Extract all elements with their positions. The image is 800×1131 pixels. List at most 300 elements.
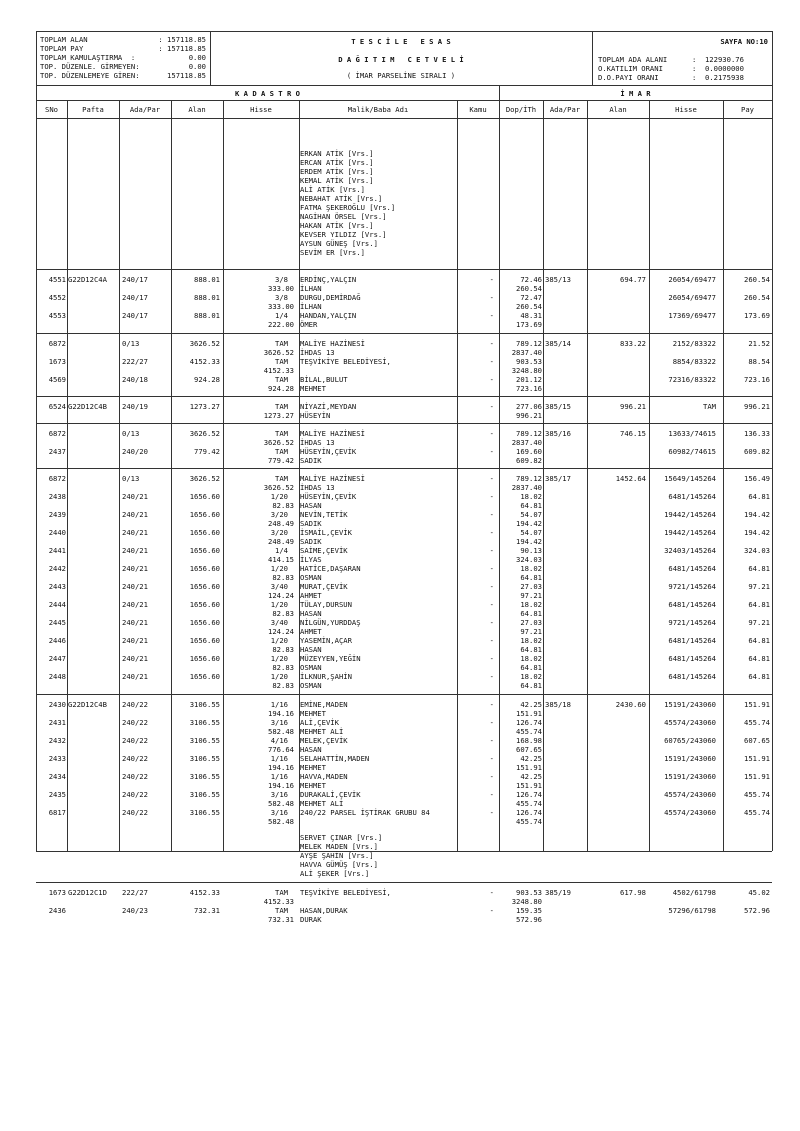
header-right-label: O.KATILIM ORANI <box>598 64 663 73</box>
owner-cell: ALİ,ÇEVİK <box>300 718 339 727</box>
owner-cell: MEHMET <box>300 384 326 393</box>
pay-cell: 996.21 <box>744 402 770 411</box>
imar-hisse-cell: 45574/243060 <box>664 718 716 727</box>
pay-cell: 88.54 <box>748 357 770 366</box>
header-left-label: TOPLAM KAMULAŞTIRMA : <box>40 53 136 62</box>
dop-cell: 64.81 <box>520 681 542 690</box>
ada-parsel-cell: 240/22 <box>122 772 148 781</box>
dop-cell: 572.96 <box>516 915 542 924</box>
page-number: SAYFA NO:10 <box>720 37 768 46</box>
alan-cell: 4152.33 <box>189 357 220 366</box>
hisse-cell: 222.00 <box>268 320 294 329</box>
hisse-cell: 1/16 <box>270 700 288 709</box>
hisse-cell: TAM <box>275 339 288 348</box>
hisse-cell: 4152.33 <box>263 897 294 906</box>
group-separator <box>36 423 772 424</box>
alan-cell: 1656.60 <box>189 528 220 537</box>
column-header: Dop/İTh <box>505 105 537 114</box>
kamu-cell: - <box>489 736 494 745</box>
alan-cell: 3626.52 <box>189 474 220 483</box>
kamu-cell: - <box>489 582 494 591</box>
header-left-label: TOP. DÜZENLE. GİRMEYEN: <box>40 62 140 71</box>
hisse-cell: 1273.27 <box>263 411 294 420</box>
hisse-cell: TAM <box>275 429 288 438</box>
pafta-cell: G22D12C1D <box>68 888 107 897</box>
imar-hisse-cell: 6481/145264 <box>668 492 716 501</box>
kamu-cell: - <box>489 528 494 537</box>
left-border <box>36 31 37 851</box>
dop-cell: 64.81 <box>520 501 542 510</box>
sno-cell: 2431 <box>48 718 66 727</box>
hisse-cell: 3/16 <box>270 718 288 727</box>
alan-cell: 924.28 <box>194 375 220 384</box>
alan-cell: 3626.52 <box>189 339 220 348</box>
owner-cell: AYSUN GÜNEŞ [Vrs.] <box>300 239 378 248</box>
ada-parsel-cell: 240/19 <box>122 402 148 411</box>
header-left-label: TOPLAM ALAN <box>40 35 88 44</box>
doc-subtitle: D A Ğ I T I M C E T V E L İ <box>338 55 464 64</box>
dop-cell: 126.74 <box>516 790 542 799</box>
owner-cell: KEVSER YILDIZ [Vrs.] <box>300 230 387 239</box>
dop-cell: 903.53 <box>516 888 542 897</box>
dop-cell: 2837.40 <box>511 348 542 357</box>
pay-cell: 455.74 <box>744 718 770 727</box>
pay-cell: 64.81 <box>748 564 770 573</box>
pay-cell: 455.74 <box>744 808 770 817</box>
hisse-cell: 924.28 <box>268 384 294 393</box>
imar-hisse-cell: 6481/145264 <box>668 636 716 645</box>
imar-hisse-cell: 26054/69477 <box>668 293 716 302</box>
ada-parsel-cell: 240/22 <box>122 700 148 709</box>
owner-cell: NİYAZİ,MEYDAN <box>300 402 357 411</box>
section-rule <box>36 100 772 101</box>
ada-parsel-cell: 240/21 <box>122 510 148 519</box>
hisse-cell: 3/40 <box>270 618 288 627</box>
owner-cell: İLHAN <box>300 302 322 311</box>
imar-alan-cell: 746.15 <box>620 429 646 438</box>
owner-cell: ALİ ATİK [Vrs.] <box>300 185 365 194</box>
alan-cell: 3106.55 <box>189 700 220 709</box>
owner-cell: HASAN <box>300 609 322 618</box>
owner-cell: AYŞE ŞAHİN [Vrs.] <box>300 851 374 860</box>
owner-cell: MALİYE HAZİNESİ <box>300 429 365 438</box>
dop-cell: 18.02 <box>520 636 542 645</box>
dop-cell: 72.47 <box>520 293 542 302</box>
sno-cell: 2446 <box>48 636 66 645</box>
column-header: Hisse <box>675 105 697 114</box>
hisse-cell: 3626.52 <box>263 438 294 447</box>
dop-cell: 723.16 <box>516 384 542 393</box>
owner-cell: ALİ ŞEKER [Vrs.] <box>300 869 370 878</box>
column-header: Hisse <box>250 105 272 114</box>
section-split-rule <box>499 85 500 100</box>
hisse-cell: 3/16 <box>270 808 288 817</box>
ada-parsel-cell: 240/21 <box>122 672 148 681</box>
dop-cell: 18.02 <box>520 672 542 681</box>
owner-cell: AHMET <box>300 591 322 600</box>
hisse-cell: 3/8 <box>275 275 288 284</box>
dop-cell: 54.07 <box>520 510 542 519</box>
pay-cell: 21.52 <box>748 339 770 348</box>
header-right-label: D.O.PAYI ORANI <box>598 73 659 82</box>
owner-cell: SADIK <box>300 519 322 528</box>
dop-cell: 789.12 <box>516 474 542 483</box>
sno-cell: 1673 <box>48 357 66 366</box>
ada-parsel-cell: 222/27 <box>122 888 148 897</box>
hisse-cell: 333.00 <box>268 302 294 311</box>
hisse-cell: 3626.52 <box>263 348 294 357</box>
imar-hisse-cell: 15649/145264 <box>664 474 716 483</box>
owner-cell: İLHAN <box>300 284 322 293</box>
header-left-label: TOP. DÜZENLEMEYE GİREN: <box>40 71 140 80</box>
pay-cell: 194.42 <box>744 510 770 519</box>
hisse-cell: 1/20 <box>270 672 288 681</box>
ada-parsel-cell: 240/21 <box>122 546 148 555</box>
column-header-rule <box>36 118 772 119</box>
hisse-cell: 333.00 <box>268 284 294 293</box>
owner-cell: MALİYE HAZİNESİ <box>300 339 365 348</box>
imar-hisse-cell: 15191/243060 <box>664 772 716 781</box>
owner-cell: FATMA ŞEKEROĞLU [Vrs.] <box>300 203 396 212</box>
alan-cell: 3106.55 <box>189 718 220 727</box>
pay-cell: 455.74 <box>744 790 770 799</box>
dop-cell: 789.12 <box>516 339 542 348</box>
sno-cell: 2436 <box>48 906 66 915</box>
dop-cell: 48.31 <box>520 311 542 320</box>
owner-cell: NAGİHAN ÖRSEL [Vrs.] <box>300 212 387 221</box>
ada-parsel-cell: 240/21 <box>122 582 148 591</box>
sno-cell: 2445 <box>48 618 66 627</box>
hisse-cell: 194.16 <box>268 709 294 718</box>
imar-alan-cell: 2430.60 <box>615 700 646 709</box>
owner-cell: HAVVA,MADEN <box>300 772 348 781</box>
owner-cell: HANDAN,YALÇIN <box>300 311 357 320</box>
owner-cell: MALİYE HAZİNESİ <box>300 474 365 483</box>
imar-hisse-cell: 9721/145264 <box>668 618 716 627</box>
pay-cell: 151.91 <box>744 772 770 781</box>
dop-cell: 3248.80 <box>511 366 542 375</box>
hisse-cell: 732.31 <box>268 915 294 924</box>
dop-cell: 194.42 <box>516 537 542 546</box>
sno-cell: 6872 <box>48 339 66 348</box>
imar-hisse-cell: TAM <box>703 402 716 411</box>
ada-parsel-cell: 240/22 <box>122 718 148 727</box>
owner-cell: HAVVA GÜMÜŞ [Vrs.] <box>300 860 378 869</box>
owner-cell: HÜSEYİN <box>300 411 331 420</box>
owner-cell: OSMAN <box>300 663 322 672</box>
dop-cell: 996.21 <box>516 411 542 420</box>
dop-cell: 607.65 <box>516 745 542 754</box>
alan-cell: 3106.55 <box>189 754 220 763</box>
dop-cell: 42.25 <box>520 754 542 763</box>
kamu-cell: - <box>489 311 494 320</box>
dop-cell: 3248.80 <box>511 897 542 906</box>
hisse-cell: 3/20 <box>270 528 288 537</box>
alan-cell: 1656.60 <box>189 564 220 573</box>
alan-cell: 1656.60 <box>189 672 220 681</box>
imar-alan-cell: 1452.64 <box>615 474 646 483</box>
owner-cell: HÜSEYİN,ÇEVİK <box>300 492 357 501</box>
dop-cell: 455.74 <box>516 727 542 736</box>
dop-cell: 151.91 <box>516 763 542 772</box>
sno-cell: 4553 <box>48 311 66 320</box>
imar-hisse-cell: 13633/74615 <box>668 429 716 438</box>
alan-cell: 779.42 <box>194 447 220 456</box>
pay-cell: 45.02 <box>748 888 770 897</box>
sno-cell: 2448 <box>48 672 66 681</box>
alan-cell: 3106.55 <box>189 772 220 781</box>
imar-hisse-cell: 19442/145264 <box>664 510 716 519</box>
dop-cell: 18.02 <box>520 492 542 501</box>
header-right-value: : 122930.76 <box>692 55 744 64</box>
owner-cell: MELEK,ÇEVİK <box>300 736 348 745</box>
pay-cell: 151.91 <box>744 700 770 709</box>
hisse-cell: 1/20 <box>270 654 288 663</box>
alan-cell: 3106.55 <box>189 736 220 745</box>
dop-cell: 42.25 <box>520 772 542 781</box>
kamu-cell: - <box>489 888 494 897</box>
owner-cell: YASEMİN,AÇAR <box>300 636 352 645</box>
hisse-cell: 194.16 <box>268 763 294 772</box>
kamu-cell: - <box>489 447 494 456</box>
alan-cell: 1656.60 <box>189 600 220 609</box>
column-rule <box>119 100 120 851</box>
dop-cell: 72.46 <box>520 275 542 284</box>
alan-cell: 1656.60 <box>189 636 220 645</box>
group-separator <box>36 333 772 334</box>
column-header: Ada/Par <box>549 105 581 114</box>
owner-cell: ÖMER <box>300 320 318 329</box>
kamu-cell: - <box>489 618 494 627</box>
column-header: SNo <box>45 105 58 114</box>
hisse-cell: 414.15 <box>268 555 294 564</box>
owner-cell: MEHMET <box>300 709 326 718</box>
alan-cell: 3106.55 <box>189 790 220 799</box>
owner-cell: MURAT,ÇEVİK <box>300 582 348 591</box>
owner-cell: SAİME,ÇEVİK <box>300 546 348 555</box>
owner-cell: NİLGÜN,YURDDAŞ <box>300 618 361 627</box>
owner-cell: SELAHATTİN,MADEN <box>300 754 370 763</box>
sno-cell: 2434 <box>48 772 66 781</box>
doc-sort-note: ( İMAR PARSELİNE SIRALI ) <box>346 71 456 80</box>
dop-cell: 194.42 <box>516 519 542 528</box>
ada-parsel-cell: 240/21 <box>122 600 148 609</box>
pay-cell: 97.21 <box>748 618 770 627</box>
owner-cell: DURAK <box>300 915 322 924</box>
imar-alan-cell: 833.22 <box>620 339 646 348</box>
kamu-cell: - <box>489 357 494 366</box>
header-divider-right <box>592 31 593 85</box>
sno-cell: 6872 <box>48 474 66 483</box>
owner-cell: SADIK <box>300 537 322 546</box>
owner-cell: MEHMET <box>300 763 326 772</box>
imar-hisse-cell: 15191/243060 <box>664 754 716 763</box>
dop-cell: 159.35 <box>516 906 542 915</box>
imar-hisse-cell: 60765/243060 <box>664 736 716 745</box>
hisse-cell: 82.83 <box>272 663 294 672</box>
hisse-cell: 582.48 <box>268 817 294 826</box>
hisse-cell: TAM <box>275 375 288 384</box>
pay-cell: 64.81 <box>748 600 770 609</box>
hisse-cell: 779.42 <box>268 456 294 465</box>
dop-cell: 64.81 <box>520 573 542 582</box>
column-header: Ada/Par <box>129 105 161 114</box>
column-rule <box>543 100 544 851</box>
owner-cell: SEVİM ER [Vrs.] <box>300 248 365 257</box>
ada-parsel-cell: 240/21 <box>122 654 148 663</box>
header-right-value: : 0.2175938 <box>692 73 744 82</box>
imar-ada-parsel-cell: 385/16 <box>545 429 571 438</box>
imar-hisse-cell: 8854/83322 <box>672 357 716 366</box>
column-header: Malik/Baba Adı <box>347 105 409 114</box>
imar-hisse-cell: 60982/74615 <box>668 447 716 456</box>
alan-cell: 3106.55 <box>189 808 220 817</box>
imar-hisse-cell: 57296/61798 <box>668 906 716 915</box>
kamu-cell: - <box>489 718 494 727</box>
kamu-cell: - <box>489 492 494 501</box>
imar-hisse-cell: 15191/243060 <box>664 700 716 709</box>
column-rule <box>67 100 68 851</box>
kamu-cell: - <box>489 754 494 763</box>
owner-cell: TEŞVİKİYE BELEDİYESİ, <box>300 357 391 366</box>
pay-cell: 324.03 <box>744 546 770 555</box>
owner-cell: HASAN <box>300 501 322 510</box>
owner-cell: SERVET ÇINAR [Vrs.] <box>300 833 383 842</box>
owner-cell: EMİNE,MADEN <box>300 700 348 709</box>
sno-cell: 6872 <box>48 429 66 438</box>
owner-cell: İHDAS 13 <box>300 483 335 492</box>
hisse-cell: 1/4 <box>275 546 288 555</box>
dop-cell: 126.74 <box>516 718 542 727</box>
imar-hisse-cell: 26054/69477 <box>668 275 716 284</box>
imar-ada-parsel-cell: 385/14 <box>545 339 571 348</box>
column-header: Alan <box>188 105 206 114</box>
ada-parsel-cell: 240/21 <box>122 564 148 573</box>
hisse-cell: 776.64 <box>268 745 294 754</box>
owner-cell: MÜZEYYEN,YEĞİN <box>300 654 361 663</box>
alan-cell: 1656.60 <box>189 492 220 501</box>
header-left-value: : 157118.85 <box>158 44 206 53</box>
hisse-cell: 3626.52 <box>263 483 294 492</box>
hisse-cell: 1/20 <box>270 564 288 573</box>
kamu-cell: - <box>489 808 494 817</box>
ada-parsel-cell: 240/21 <box>122 492 148 501</box>
imar-hisse-cell: 17369/69477 <box>668 311 716 320</box>
sno-cell: 2435 <box>48 790 66 799</box>
kamu-cell: - <box>489 546 494 555</box>
hisse-cell: 3/8 <box>275 293 288 302</box>
kamu-cell: - <box>489 510 494 519</box>
ada-parsel-cell: 222/27 <box>122 357 148 366</box>
ada-parsel-cell: 240/21 <box>122 636 148 645</box>
group-separator <box>36 882 772 883</box>
hisse-cell: 3/20 <box>270 510 288 519</box>
kamu-cell: - <box>489 636 494 645</box>
owner-cell: MELEK MADEN [Vrs.] <box>300 842 378 851</box>
sno-cell: 1673 <box>48 888 66 897</box>
imar-hisse-cell: 4502/61798 <box>672 888 716 897</box>
imar-hisse-cell: 6481/145264 <box>668 564 716 573</box>
alan-cell: 1656.60 <box>189 546 220 555</box>
pafta-cell: G22D12C4B <box>68 402 107 411</box>
dop-cell: 64.81 <box>520 609 542 618</box>
hisse-cell: TAM <box>275 906 288 915</box>
dop-cell: 97.21 <box>520 591 542 600</box>
column-header: Alan <box>609 105 627 114</box>
header-left-value: 0.00 <box>188 53 206 62</box>
owner-cell: İLYAS <box>300 555 322 564</box>
ada-parsel-cell: 240/22 <box>122 790 148 799</box>
owner-cell: HASAN <box>300 645 322 654</box>
dop-cell: 18.02 <box>520 600 542 609</box>
kamu-cell: - <box>489 564 494 573</box>
owner-cell: İLKNUR,ŞAHİN <box>300 672 352 681</box>
ada-parsel-cell: 240/22 <box>122 754 148 763</box>
kamu-cell: - <box>489 600 494 609</box>
imar-hisse-cell: 45574/243060 <box>664 808 716 817</box>
dop-cell: 151.91 <box>516 781 542 790</box>
pay-cell: 609.82 <box>744 447 770 456</box>
header-right-value: : 0.0000000 <box>692 64 744 73</box>
dop-cell: 18.02 <box>520 654 542 663</box>
dop-cell: 609.82 <box>516 456 542 465</box>
imar-hisse-cell: 45574/243060 <box>664 790 716 799</box>
owner-cell: OSMAN <box>300 573 322 582</box>
owner-cell: HATİCE,DAŞARAN <box>300 564 361 573</box>
owner-cell: 240/22 PARSEL İŞTİRAK GRUBU 84 <box>300 808 430 817</box>
pay-cell: 572.96 <box>744 906 770 915</box>
sno-cell: 2433 <box>48 754 66 763</box>
doc-title: T E S C İ L E E S A S <box>351 37 451 46</box>
hisse-cell: 248.49 <box>268 537 294 546</box>
kamu-cell: - <box>489 275 494 284</box>
sno-cell: 2444 <box>48 600 66 609</box>
ada-parsel-cell: 240/17 <box>122 293 148 302</box>
dop-cell: 54.07 <box>520 528 542 537</box>
column-header: Pafta <box>82 105 104 114</box>
pay-cell: 260.54 <box>744 275 770 284</box>
owner-cell: ERKAN ATİK [Vrs.] <box>300 149 374 158</box>
group-separator <box>36 269 772 270</box>
sno-cell: 4552 <box>48 293 66 302</box>
dop-cell: 2837.40 <box>511 438 542 447</box>
header-bottom-rule <box>36 85 772 86</box>
imar-hisse-cell: 32403/145264 <box>664 546 716 555</box>
ada-parsel-cell: 240/17 <box>122 275 148 284</box>
sno-cell: 2437 <box>48 447 66 456</box>
hisse-cell: 3/40 <box>270 582 288 591</box>
owner-cell: AHMET <box>300 627 322 636</box>
ada-parsel-cell: 240/22 <box>122 808 148 817</box>
pafta-cell: G22D12C4A <box>68 275 107 284</box>
pay-cell: 97.21 <box>748 582 770 591</box>
hisse-cell: 3/16 <box>270 790 288 799</box>
ada-parsel-cell: 0/13 <box>122 474 140 483</box>
dop-cell: 27.03 <box>520 618 542 627</box>
sno-cell: 2440 <box>48 528 66 537</box>
hisse-cell: 4/16 <box>270 736 288 745</box>
group-separator <box>36 694 772 695</box>
dop-cell: 168.98 <box>516 736 542 745</box>
owner-cell: HAKAN ATİK [Vrs.] <box>300 221 374 230</box>
hisse-cell: 248.49 <box>268 519 294 528</box>
hisse-cell: 1/16 <box>270 754 288 763</box>
kamu-cell: - <box>489 906 494 915</box>
pay-cell: 173.69 <box>744 311 770 320</box>
sno-cell: 2438 <box>48 492 66 501</box>
kamu-cell: - <box>489 402 494 411</box>
hisse-cell: 82.83 <box>272 681 294 690</box>
